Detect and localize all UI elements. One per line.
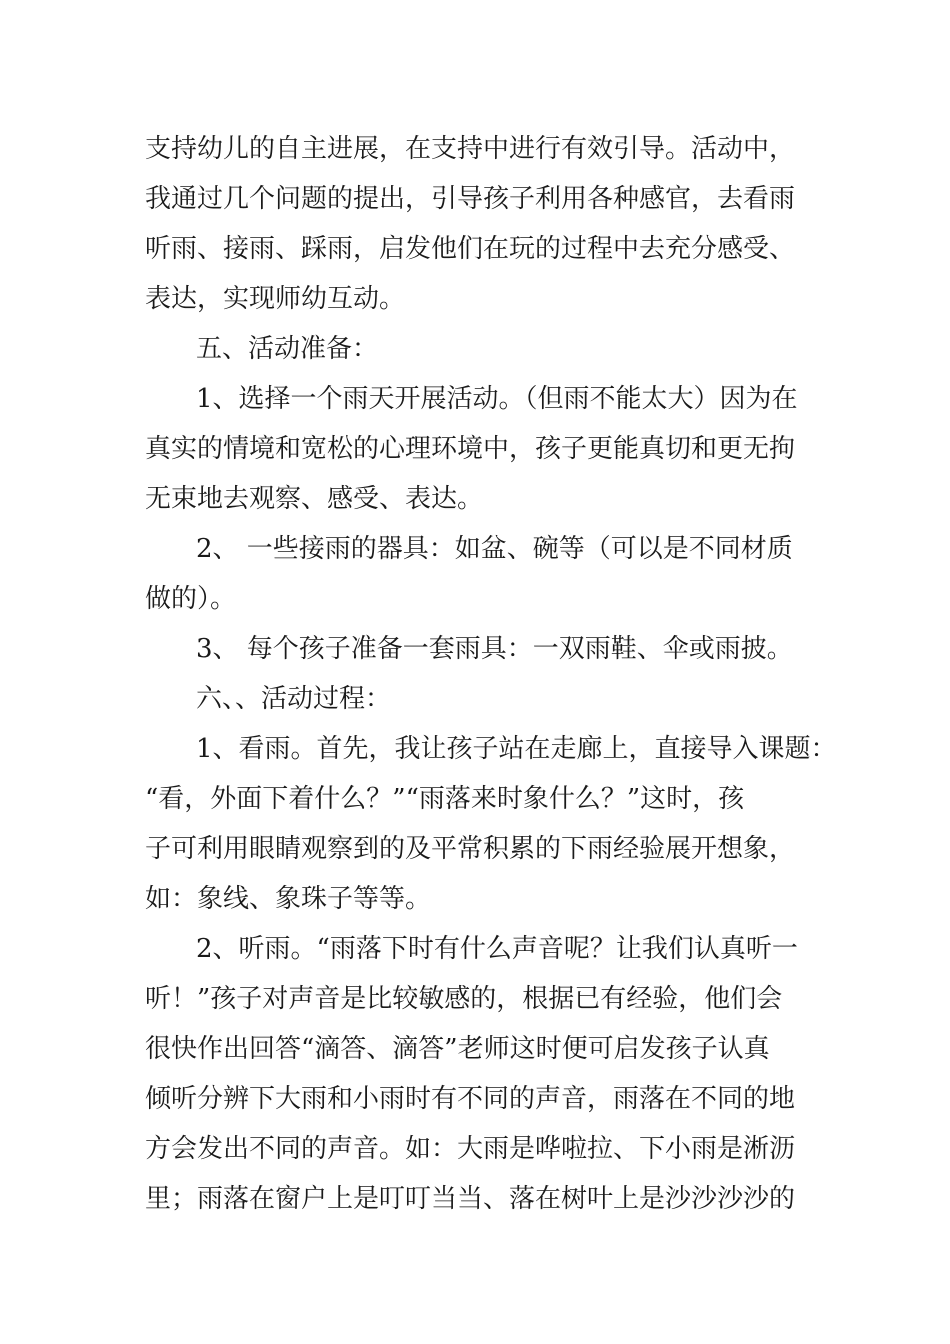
text-line: 1、看雨。首先，我让孩子站在走廊上，直接导入课题： (196, 734, 837, 764)
text-line: “看，外面下着什么？”“雨落来时象什么？”这时，孩 (145, 784, 745, 814)
section-heading: 六、、活动过程： (196, 684, 392, 714)
text-line: 倾听分辨下大雨和小雨时有不同的声音，雨落在不同的地 (145, 1084, 796, 1114)
text-line: 里；雨落在窗户上是叮叮当当、落在树叶上是沙沙沙沙的 (145, 1184, 796, 1214)
text-line: 我通过几个问题的提出，引导孩子利用各种感官，去看雨 (145, 184, 796, 214)
section-heading: 五、活动准备： (196, 334, 379, 364)
text-line: 3、 每个孩子准备一套雨具：一双雨鞋、伞或雨披。 (196, 634, 793, 664)
text-line: 2、听雨。“雨落下时有什么声音呢？让我们认真听一 (196, 934, 798, 964)
text-line: 2、 一些接雨的器具：如盆、碗等（可以是不同材质 (196, 534, 793, 564)
text-line: 无束地去观察、感受、表达。 (145, 484, 484, 514)
text-line: 如：象线、象珠子等等。 (145, 884, 432, 914)
text-line: 表达，实现师幼互动。 (145, 284, 406, 314)
text-line: 真实的情境和宽松的心理环境中，孩子更能真切和更无拘 (145, 434, 796, 464)
text-line: 子可利用眼睛观察到的及平常积累的下雨经验展开想象， (145, 834, 796, 864)
text-line: 做的）。 (145, 584, 237, 614)
text-line: 很快作出回答“滴答、滴答”老师这时便可启发孩子认真 (145, 1034, 770, 1064)
text-line: 1、选择一个雨天开展活动。（但雨不能太大）因为在 (196, 384, 798, 414)
text-line: 听！”孩子对声音是比较敏感的，根据已有经验，他们会 (145, 984, 783, 1014)
text-line: 方会发出不同的声音。如：大雨是哗啦拉、下小雨是淅沥 (145, 1134, 796, 1164)
text-line: 支持幼儿的自主进展，在支持中进行有效引导。活动中， (145, 134, 796, 164)
text-line: 听雨、接雨、踩雨，启发他们在玩的过程中去充分感受、 (145, 234, 796, 264)
